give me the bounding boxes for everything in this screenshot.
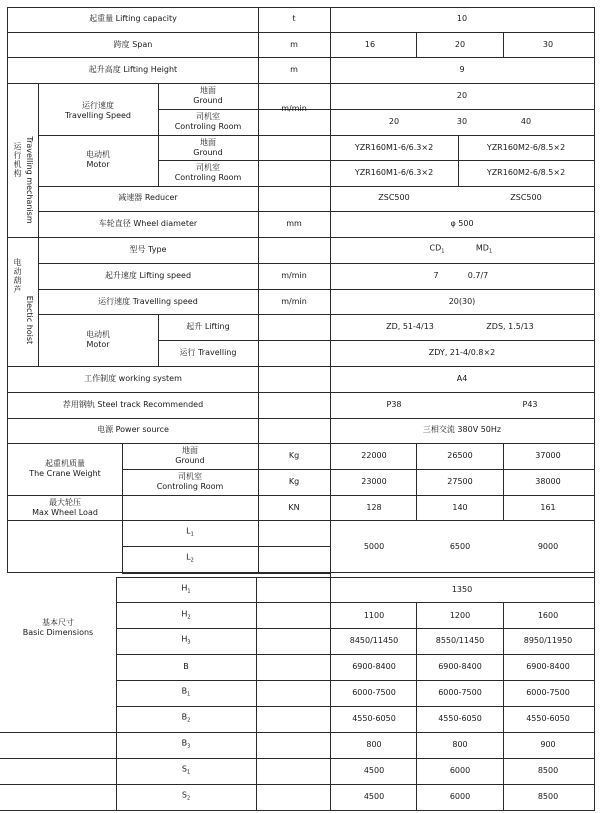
- working-system-label: 工作制度 working system: [84, 374, 182, 383]
- dim-b-value-2: 6900-8400: [438, 662, 482, 671]
- hoist-motor-lifting-value-1: ZD, 51-4/13: [386, 322, 434, 331]
- crane-weight-room-value-3: 38000: [535, 477, 561, 486]
- electric-hoist-label-zh: 电动葫芦: [13, 258, 22, 294]
- steel-track-value-2: P43: [522, 400, 538, 409]
- crane-weight-ground-value-2: 26500: [447, 451, 473, 460]
- crane-weight-room-unit: Kg: [288, 477, 300, 486]
- hoist-motor-travelling-value: ZDY, 21-4/0.8×2: [428, 348, 496, 357]
- span-unit: m: [290, 40, 298, 49]
- dim-b2-label: $B_2$: [181, 712, 191, 724]
- dim-h3-label: $H_3$: [181, 634, 191, 646]
- dim-h3-value-2: 8550/11450: [435, 636, 485, 645]
- dim-h2-label: $H_2$: [181, 609, 191, 621]
- wheel-diameter-value: φ 500: [450, 219, 474, 228]
- max-wheel-load-label: 最大轮压 Max Wheel Load: [32, 498, 98, 517]
- dim-s1-value-1: 4500: [363, 766, 385, 775]
- dim-b-label: B: [183, 662, 189, 671]
- dim-b1-label: $B_1$: [181, 686, 191, 698]
- dim-h2-value-3: 1600: [537, 611, 559, 620]
- basic-dimensions-label: 基本尺寸 Basic Dimensions: [22, 618, 94, 637]
- motor-ground-label: 地面 Ground: [193, 138, 223, 157]
- max-wheel-load-unit: KN: [288, 503, 300, 512]
- dim-s2-value-3: 8500: [537, 792, 559, 801]
- hoist-lifting-speed-label: 起升速度 Lifting speed: [104, 271, 192, 280]
- travelling-speed-room-value-3: 40: [520, 117, 532, 126]
- travelling-speed-room-label: 司机室 Controling Room: [174, 112, 242, 131]
- dim-b3-value-3: 900: [540, 740, 556, 749]
- crane-weight-ground-label: 地面 Ground: [175, 446, 205, 465]
- l-value-1: 5000: [363, 542, 385, 551]
- motor-room-value-2: YZR160M2-6/8.5×2: [486, 168, 566, 177]
- dim-b1-value-3: 6000-7500: [526, 688, 570, 697]
- steel-track-value-1: P38: [386, 400, 402, 409]
- hoist-lifting-speed-value-2: 0.7/7: [467, 271, 489, 280]
- steel-track-label: 荐用钢轨 Steel track Recommended: [62, 400, 204, 409]
- hoist-type-value-1: $CD_1$: [429, 243, 445, 255]
- hoist-motor-lifting-label: 起升 Lifting: [186, 322, 230, 331]
- wheel-diameter-label: 车轮直径 Wheel diameter: [98, 219, 198, 228]
- dim-b2-value-2: 4550-6050: [438, 714, 482, 723]
- lifting-capacity-label: 起重量 Lifting capacity: [89, 14, 177, 23]
- travelling-speed-room-value-1: 20: [388, 117, 400, 126]
- travelling-speed-ground-value: 20: [456, 91, 468, 100]
- max-wheel-load-value-2: 140: [452, 503, 468, 512]
- lifting-height-label: 起升高度 Lifting Height: [88, 65, 178, 74]
- hoist-type-value-2: $MD_1$: [475, 243, 493, 255]
- power-source-value: 三相交流 380V 50Hz: [422, 425, 502, 434]
- dim-h3-value-3: 8950/11950: [523, 636, 573, 645]
- dim-b2-value-1: 4550-6050: [352, 714, 396, 723]
- l-value-3: 9000: [537, 542, 559, 551]
- hoist-lifting-speed-value-1: 7: [433, 271, 439, 280]
- max-wheel-load-value-1: 128: [366, 503, 382, 512]
- wheel-diameter-unit: mm: [286, 219, 302, 228]
- dim-b-value-1: 6900-8400: [352, 662, 396, 671]
- dim-h1-value: 1350: [451, 585, 473, 594]
- dim-b3-label: $B_3$: [181, 738, 191, 750]
- working-system-value: A4: [456, 374, 468, 383]
- hoist-motor-label: 电动机 Motor: [86, 330, 110, 349]
- dim-s2-label: $S_2$: [181, 790, 191, 802]
- dim-h1-label: $H_1$: [181, 583, 191, 595]
- dim-b-value-3: 6900-8400: [526, 662, 570, 671]
- span-value-2: 20: [454, 40, 466, 49]
- dim-b3-value-2: 800: [452, 740, 468, 749]
- dim-b3-value-1: 800: [366, 740, 382, 749]
- lifting-height-value: 9: [459, 65, 465, 74]
- motor-label: 电动机 Motor: [86, 150, 110, 169]
- lifting-height-unit: m: [290, 65, 298, 74]
- lifting-capacity-unit: t: [292, 14, 296, 23]
- crane-weight-ground-value-3: 37000: [535, 451, 561, 460]
- l1-label: $L_1$: [186, 526, 194, 538]
- motor-ground-value-1: YZR160M1-6/6.3×2: [354, 143, 434, 152]
- reducer-value-2: ZSC500: [510, 193, 542, 202]
- dim-h3-value-1: 8450/11450: [349, 636, 399, 645]
- dim-b1-value-1: 6000-7500: [352, 688, 396, 697]
- travelling-speed-label: 运行速度 Travelling Speed: [65, 101, 131, 120]
- crane-weight-ground-value-1: 22000: [361, 451, 387, 460]
- travelling-mechanism-label-zh: 运行机构: [13, 142, 22, 178]
- crane-weight-room-value-1: 23000: [361, 477, 387, 486]
- reducer-value-1: ZSC500: [378, 193, 410, 202]
- power-source-label: 电源 Power source: [97, 425, 169, 434]
- reducer-label: 减速器 Reducer: [118, 193, 178, 202]
- crane-weight-room-label: 司机室 Controling Room: [156, 472, 224, 491]
- dim-h2-value-2: 1200: [449, 611, 471, 620]
- span-value-1: 16: [364, 40, 376, 49]
- crane-weight-label: 起重机质量 The Crane Weight: [29, 459, 101, 478]
- dim-s1-value-3: 8500: [537, 766, 559, 775]
- span-value-3: 30: [542, 40, 554, 49]
- l-value-2: 6500: [449, 542, 471, 551]
- electric-hoist-label-en: Electic hoist: [25, 295, 34, 345]
- motor-ground-value-2: YZR160M2-6/8.5×2: [486, 143, 566, 152]
- hoist-travelling-speed-value: 20(30): [448, 297, 476, 306]
- dim-s1-label: $S_1$: [181, 764, 191, 776]
- motor-room-value-1: YZR160M1-6/6.3×2: [354, 168, 434, 177]
- dim-h2-value-1: 1100: [363, 611, 385, 620]
- hoist-motor-lifting-value-2: ZDS, 1.5/13: [486, 322, 534, 331]
- dim-s1-value-2: 6000: [449, 766, 471, 775]
- motor-room-label: 司机室 Controling Room: [174, 163, 242, 182]
- travelling-mechanism-label-en: Travelling mechanism: [25, 136, 34, 224]
- hoist-type-label: 型号 Type: [129, 245, 167, 254]
- travelling-speed-unit: m/min: [281, 104, 307, 113]
- crane-weight-room-value-2: 27500: [447, 477, 473, 486]
- hoist-lifting-speed-unit: m/min: [281, 271, 307, 280]
- hoist-travelling-speed-label: 运行速度 Travelling speed: [98, 297, 198, 306]
- dim-b1-value-2: 6000-7500: [438, 688, 482, 697]
- l2-label: $L_2$: [186, 552, 194, 564]
- span-label: 跨度 Span: [113, 40, 153, 49]
- dim-b2-value-3: 4550-6050: [526, 714, 570, 723]
- dim-s2-value-2: 6000: [449, 792, 471, 801]
- hoist-travelling-speed-unit: m/min: [281, 297, 307, 306]
- hoist-motor-travelling-label: 运行 Travelling: [179, 348, 237, 357]
- travelling-speed-ground-label: 地面 Ground: [193, 86, 223, 105]
- crane-weight-ground-unit: Kg: [288, 451, 300, 460]
- travelling-speed-room-value-2: 30: [456, 117, 468, 126]
- dim-s2-value-1: 4500: [363, 792, 385, 801]
- lifting-capacity-value: 10: [456, 14, 468, 23]
- max-wheel-load-value-3: 161: [540, 503, 556, 512]
